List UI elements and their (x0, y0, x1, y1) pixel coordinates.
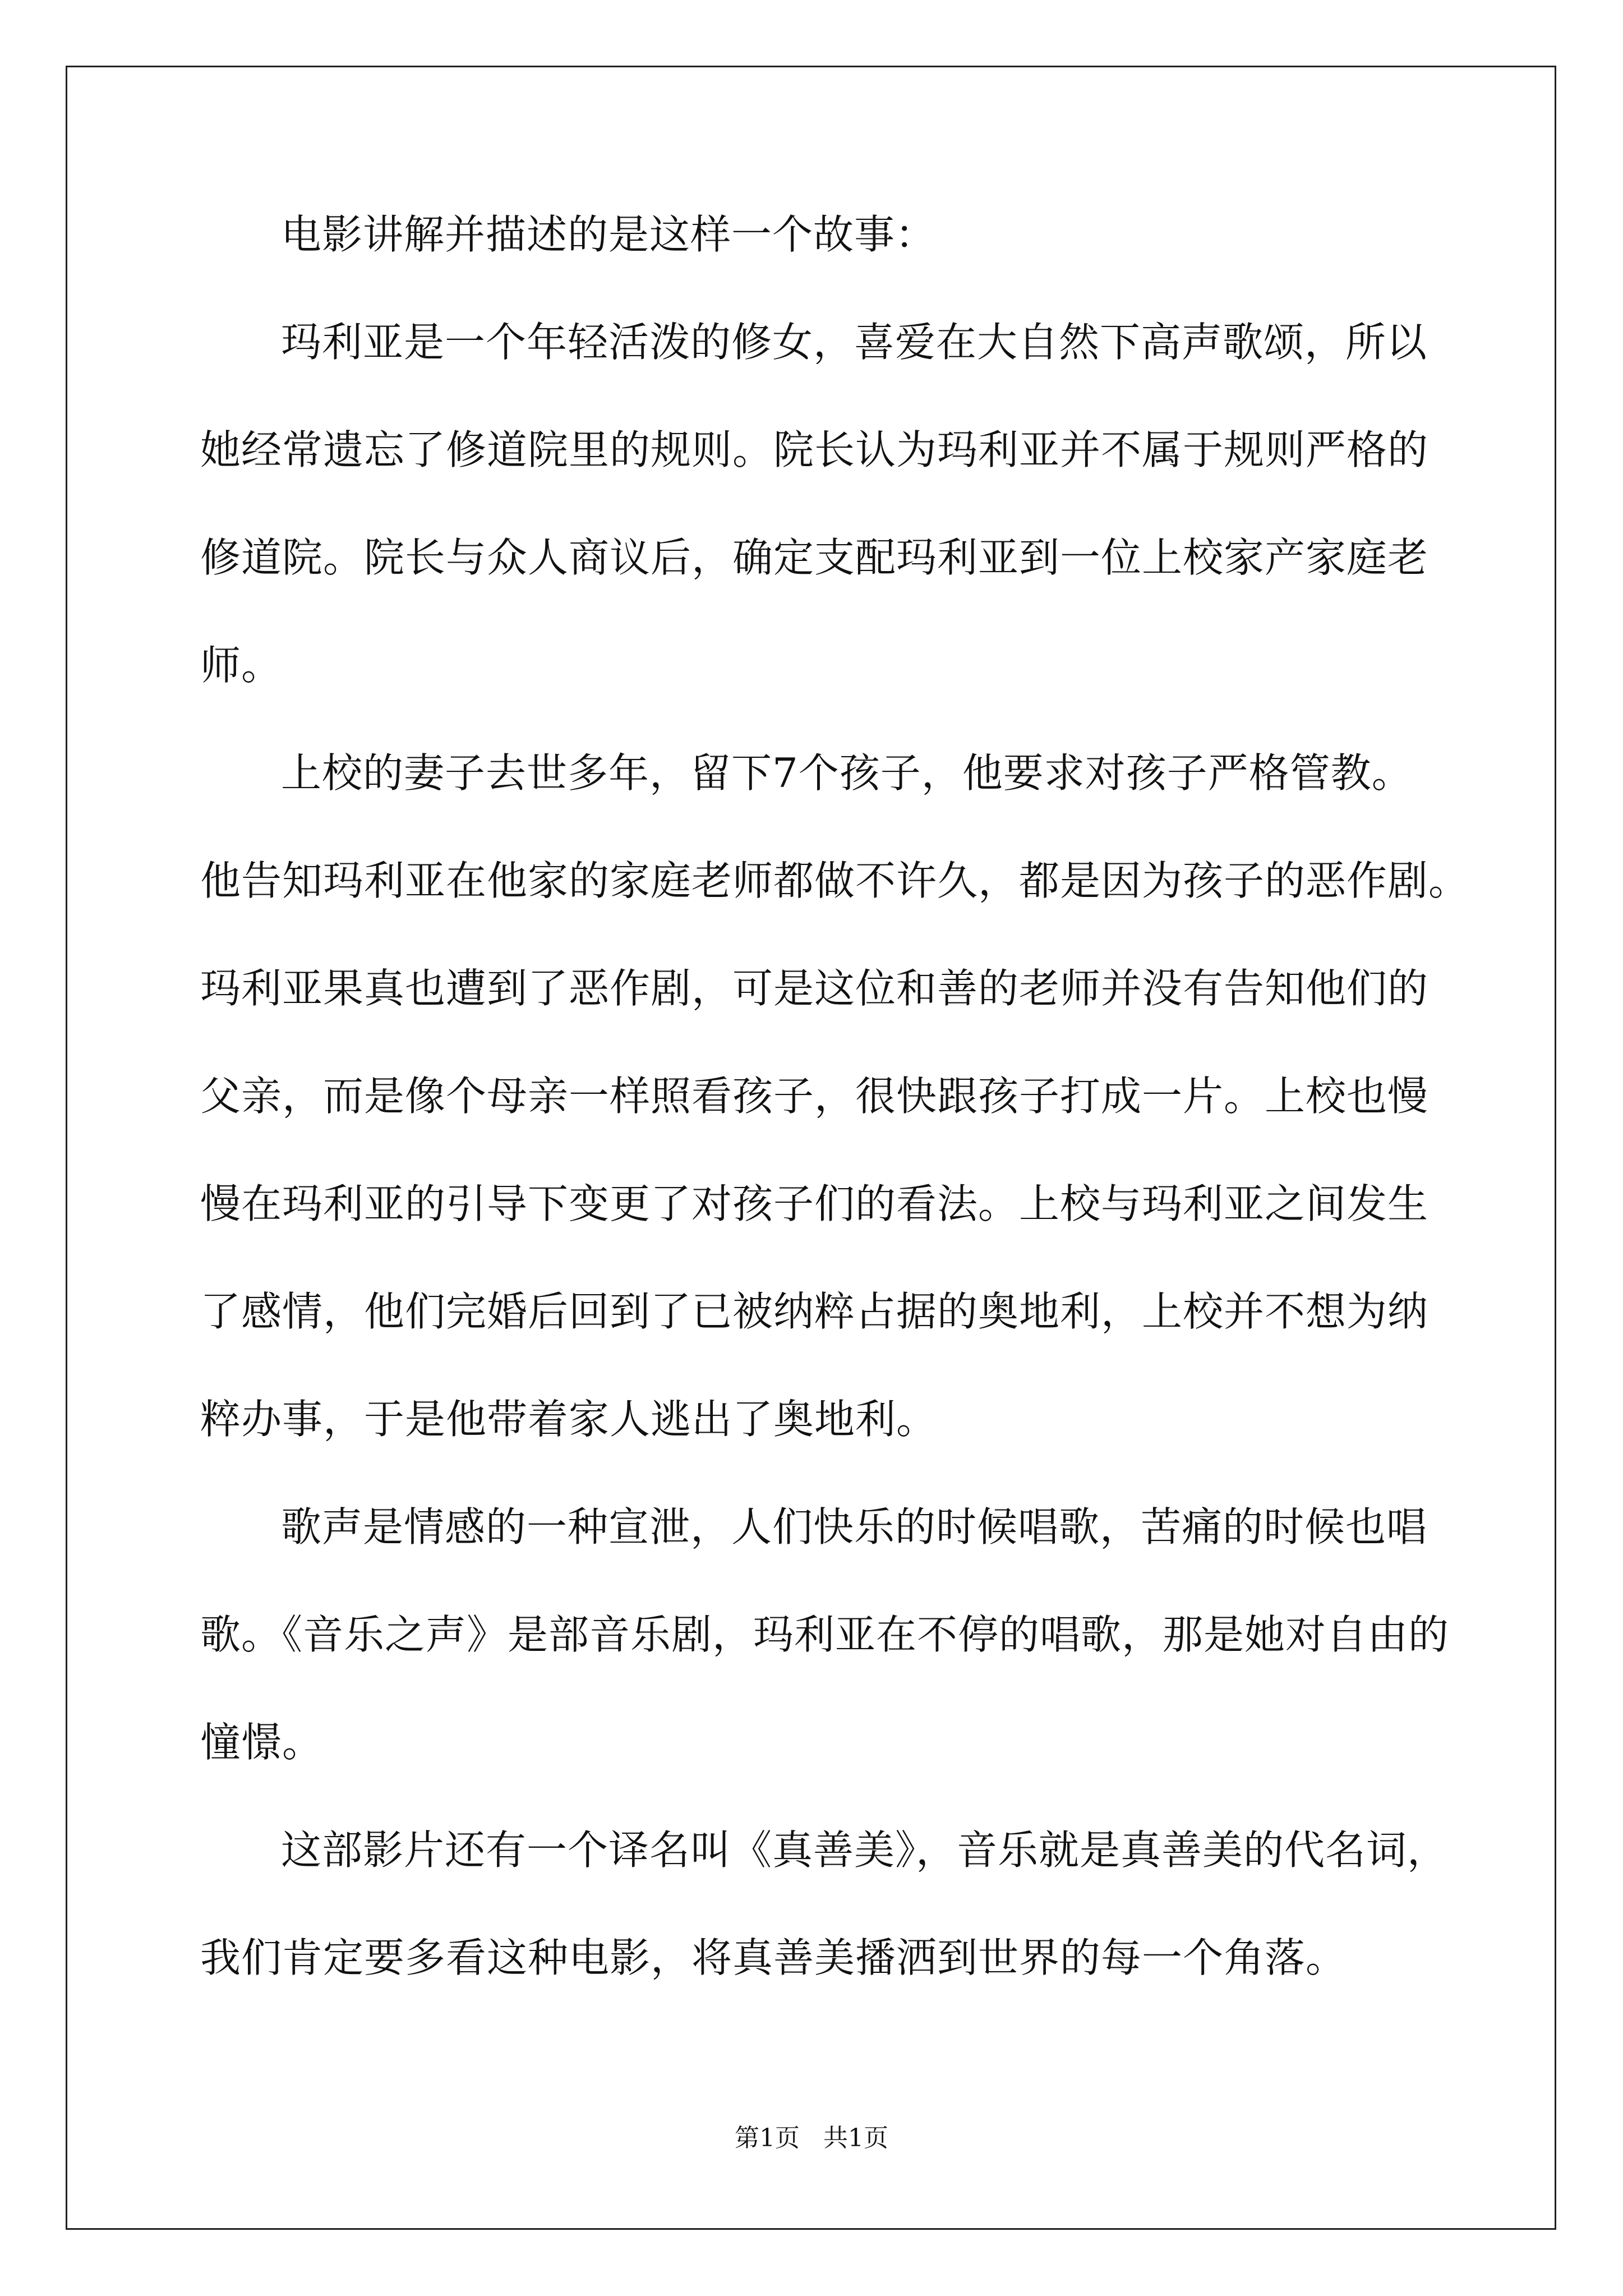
paragraph-line: 歌声是情感的一种宣泄，人们快乐的时候唱歌，苦痛的时候也唱 (281, 1503, 1428, 1550)
paragraph-line: 我们肯定要多看这种电影，将真善美播洒到世界的每一个角落。 (200, 1934, 1347, 1981)
paragraph-line: 师。 (200, 642, 283, 689)
paragraph-line: 玛利亚果真也遭到了恶作剧，可是这位和善的老师并没有告知他们的 (200, 965, 1429, 1012)
paragraph-line: 慢在玛利亚的引导下变更了对孩子们的看法。上校与玛利亚之间发生 (200, 1180, 1429, 1227)
paragraph-line: 了感情，他们完婚后回到了已被纳粹占据的奥地利，上校并不想为纳 (200, 1288, 1429, 1335)
paragraph-line: 这部影片还有一个译名叫《真善美》，音乐就是真善美的代名词， (281, 1826, 1449, 1874)
paragraph-line: 玛利亚是一个年轻活泼的修女，喜爱在大自然下高声歌颂，所以 (281, 319, 1428, 366)
document-body (200, 211, 1470, 2045)
page-number-footer: 第1页 共1页 (735, 2124, 888, 2152)
paragraph-line: 憧憬。 (200, 1719, 324, 1766)
paragraph-line: 上校的妻子去世多年，留下7个孩子，他要求对孩子严格管教。 (281, 749, 1413, 797)
paragraph-line: 她经常遗忘了修道院里的规则。院长认为玛利亚并不属于规则严格的 (200, 426, 1429, 473)
paragraph-line: 电影讲解并描述的是这样一个故事： (281, 211, 937, 258)
paragraph-line: 父亲，而是像个母亲一样照看孩子，很快跟孩子打成一片。上校也慢 (200, 1073, 1429, 1120)
paragraph-line: 歌。《音乐之声》是部音乐剧，玛利亚在不停的唱歌，那是她对自由的 (200, 1611, 1450, 1658)
paragraph-line: 修道院。院长与众人商议后，确定支配玛利亚到一位上校家产家庭老 (200, 534, 1429, 581)
paragraph-line: 粹办事，于是他带着家人逃出了奥地利。 (200, 1396, 938, 1443)
paragraph-line: 他告知玛利亚在他家的家庭老师都做不许久，都是因为孩子的恶作剧。 (200, 857, 1470, 904)
